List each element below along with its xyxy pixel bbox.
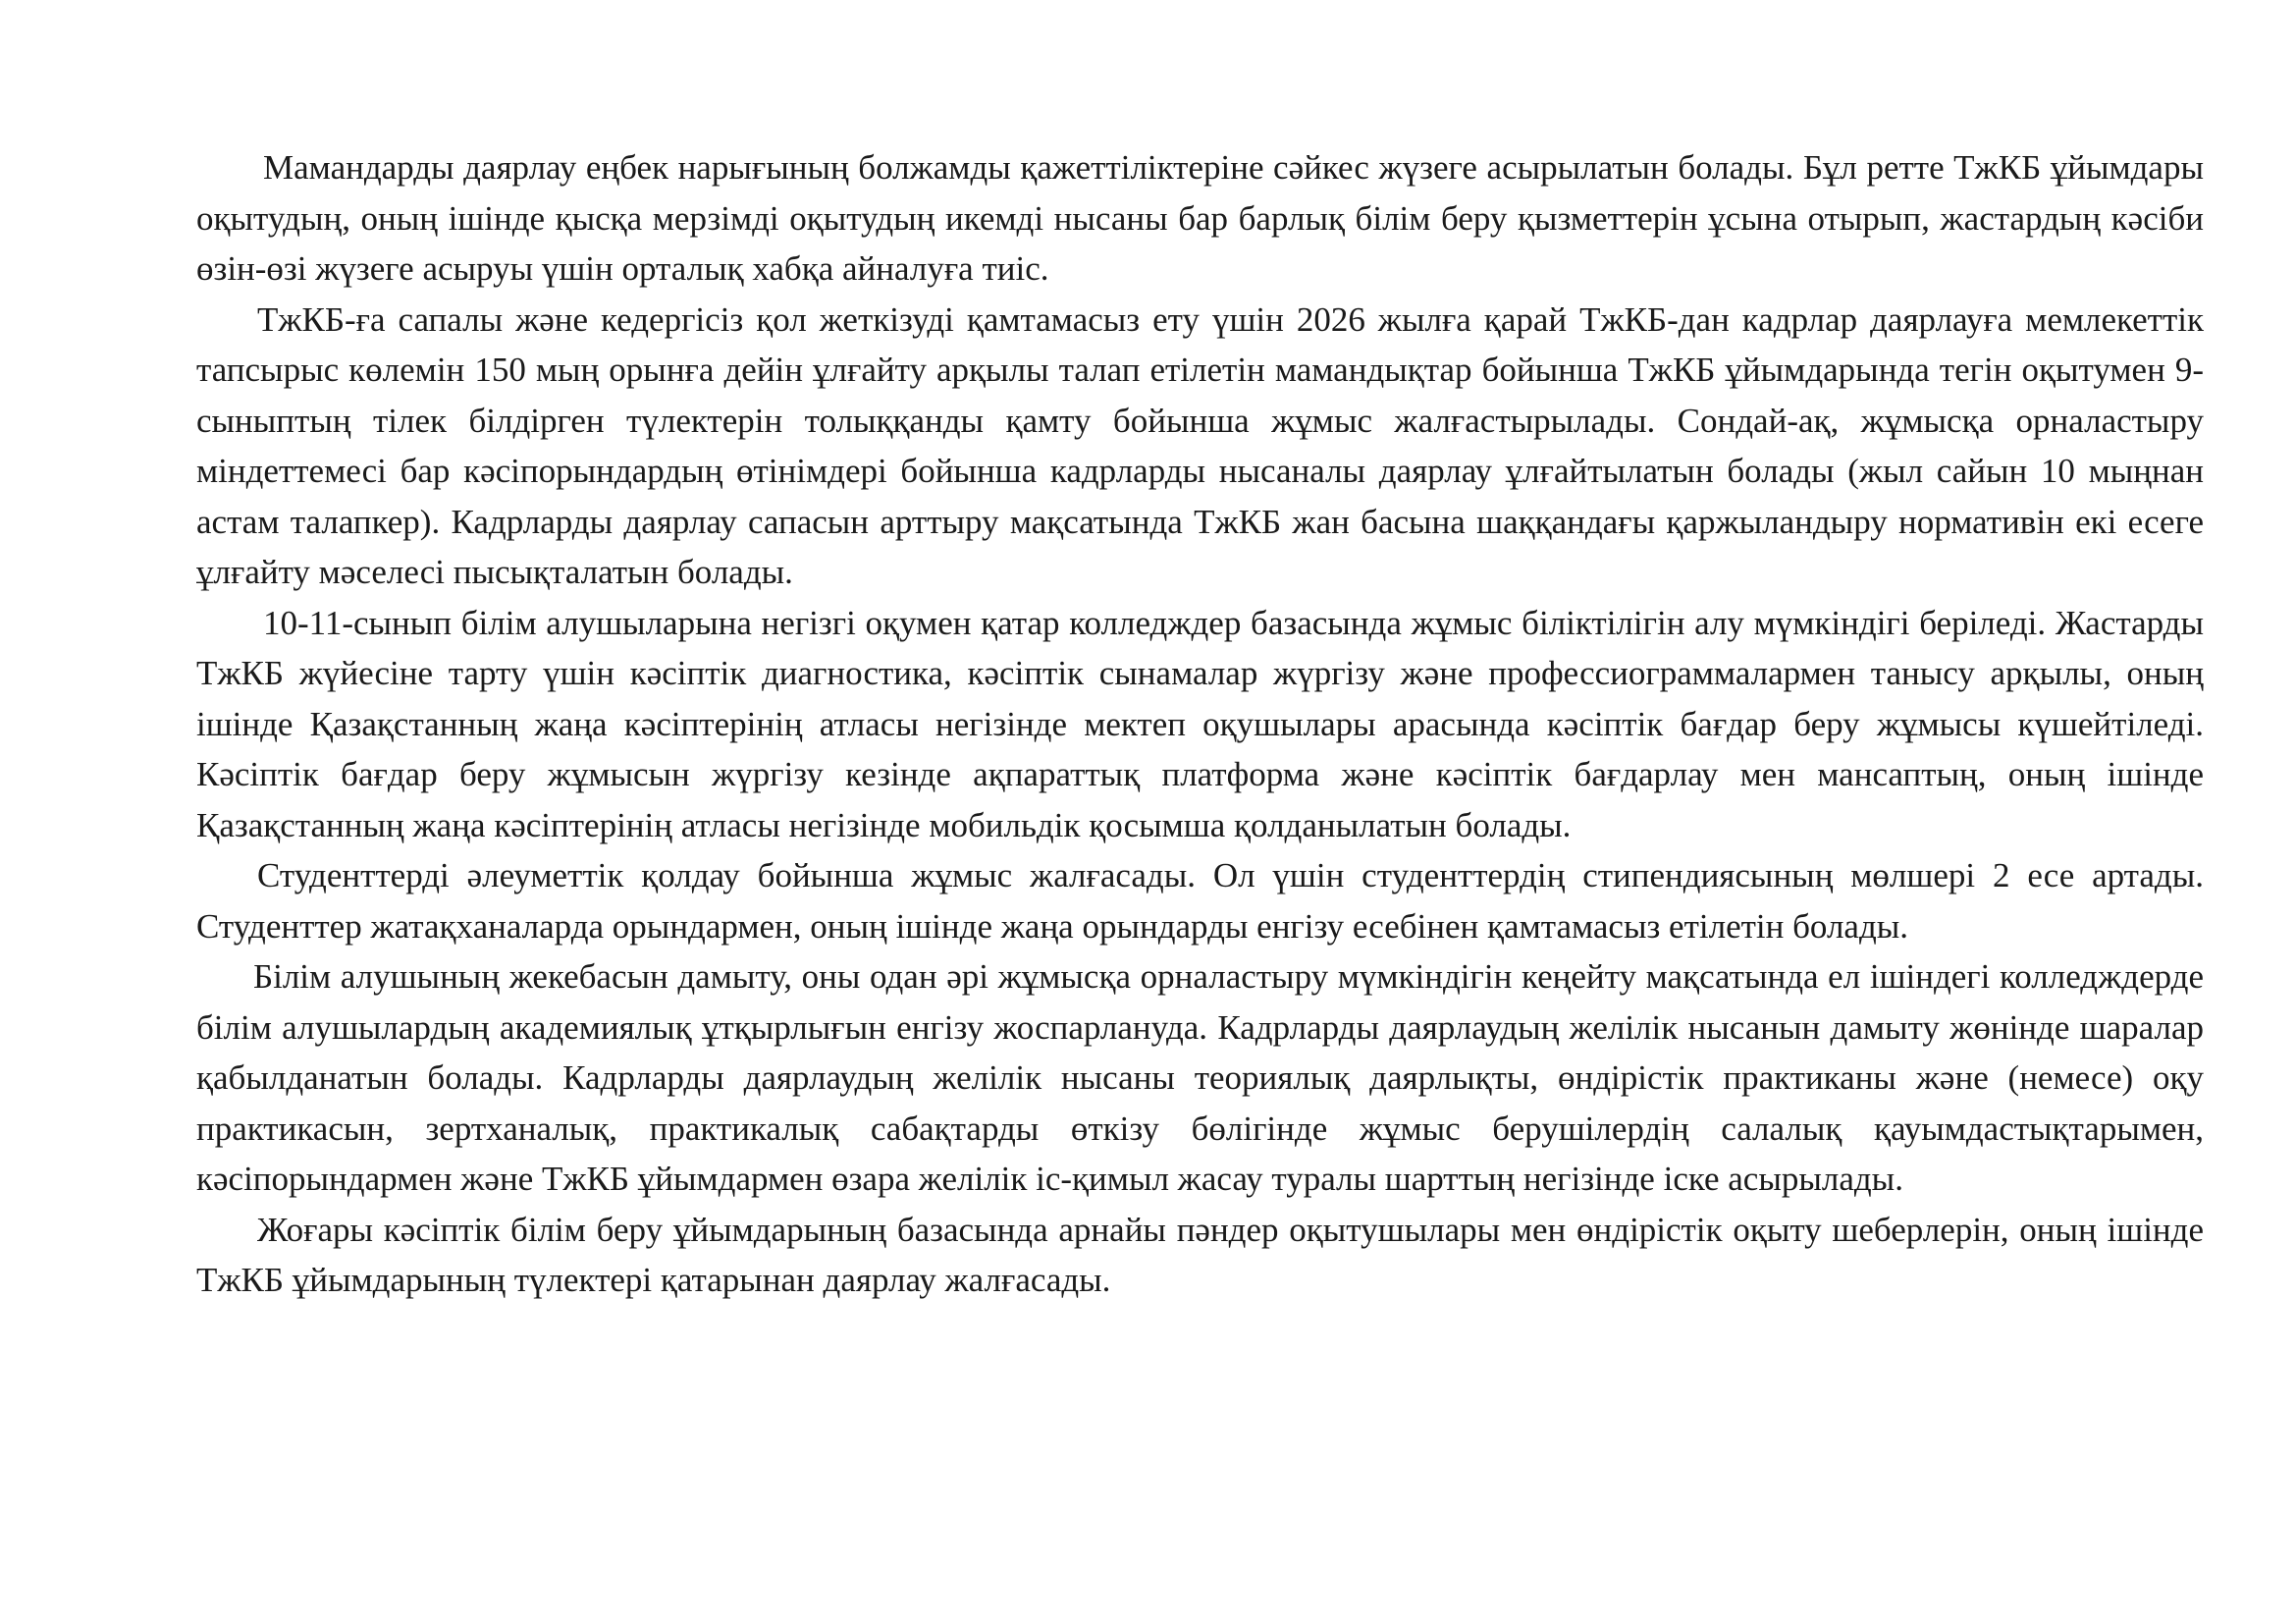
paragraph-4: Студенттерді әлеуметтік қолдау бойынша жұмыс жалғасады. Ол үшін студенттердің стипендиясының мөлшері 2 есе артады. Студенттер жатақханаларда орындармен, оның ішінде жаңа орындарды енгізу есебінен қамтамасыз етілетін болады. [196, 856, 2204, 946]
paragraph-3: 10-11-сынып білім алушыларына негізгі оқумен қатар колледждер базасында жұмыс біліктілігін алу мүмкіндігі беріледі. Жастарды ТжКБ жүйесіне тарту үшін кәсіптік диагностика, кәсіптік сынамалар жүргізу және профессиограммалармен танысу арқылы, оның ішінде Қазақстанның жаңа кәсіптерінің атласы негізінде мектеп оқушылары арасында кәсіптік бағдар беру жұмысы күшейтіледі. Кәсіптік бағдар беру жұмысын жүргізу кезінде ақпараттық платформа және кәсіптік бағдарлау мен мансаптың, оның ішінде Қазақстанның жаңа кәсіптерінің атласы негізінде мобильдік қосымша қолданылатын болады. [196, 603, 2204, 844]
paragraph-5: Білім алушының жекебасын дамыту, оны одан әрі жұмысқа орналастыру мүмкіндігін кеңейту мақсатында ел ішіндегі колледждерде білім алушылардың академиялық ұтқырлығын енгізу жоспарлануда. Кадрларды даярлаудың желілік нысанын дамыту жөнінде шаралар қабылданатын болады. Кадрларды даярлаудың желілік нысаны теориялық даярлықты, өндірістік практиканы және (немесе) оқу практикасын, зертханалық, практикалық сабақтарды өткізу бөлігінде жұмыс берушілердің салалық қауымдастықтарымен, кәсіпорындармен және ТжКБ ұйымдармен өзара желілік іс-қимыл жасау туралы шарттың негізінде іске асырылады. [196, 957, 2204, 1198]
paragraph-1: Мамандарды даярлау еңбек нарығының болжамды қажеттіліктеріне сәйкес жүзеге асырылатын болады. Бұл ретте ТжКБ ұйымдары оқытудың, оның ішінде қысқа мерзімді оқытудың икемді нысаны бар барлық білім беру қызметтерін ұсына отырып, жастардың кәсіби өзін-өзі жүзеге асыруы үшін орталық хабқа айналуға тиіс. [196, 148, 2204, 288]
document-page [196, 142, 2204, 1306]
paragraph-2: ТжКБ-ға сапалы және кедергісіз қол жеткізуді қамтамасыз ету үшін 2026 жылға қарай ТжКБ-дан кадрлар даярлауға мемлекеттік тапсырыс көлемін 150 мың орынға дейін ұлғайту арқылы талап етілетін мамандықтар бойынша ТжКБ ұйымдарында тегін оқытумен 9-сыныптың тілек білдірген түлектерін толыққанды қамту бойынша жұмыс жалғастырылады. Сондай-ақ, жұмысқа орналастыру міндеттемесі бар кәсіпорындардың өтінімдері бойынша кадрларды нысаналы даярлау ұлғайтылатын болады (жыл сайын 10 мыңнан астам талапкер). Кадрларды даярлау сапасын арттыру мақсатында ТжКБ жан басына шаққандағы қаржыландыру нормативін екі есеге ұлғайту мәселесі пысықталатын болады. [196, 299, 2204, 591]
paragraph-6: Жоғары кәсіптік білім беру ұйымдарының базасында арнайы пәндер оқытушылары мен өндірістік оқыту шеберлерін, оның ішінде ТжКБ ұйымдарының түлектері қатарынан даярлау жалғасады. [196, 1210, 2204, 1299]
